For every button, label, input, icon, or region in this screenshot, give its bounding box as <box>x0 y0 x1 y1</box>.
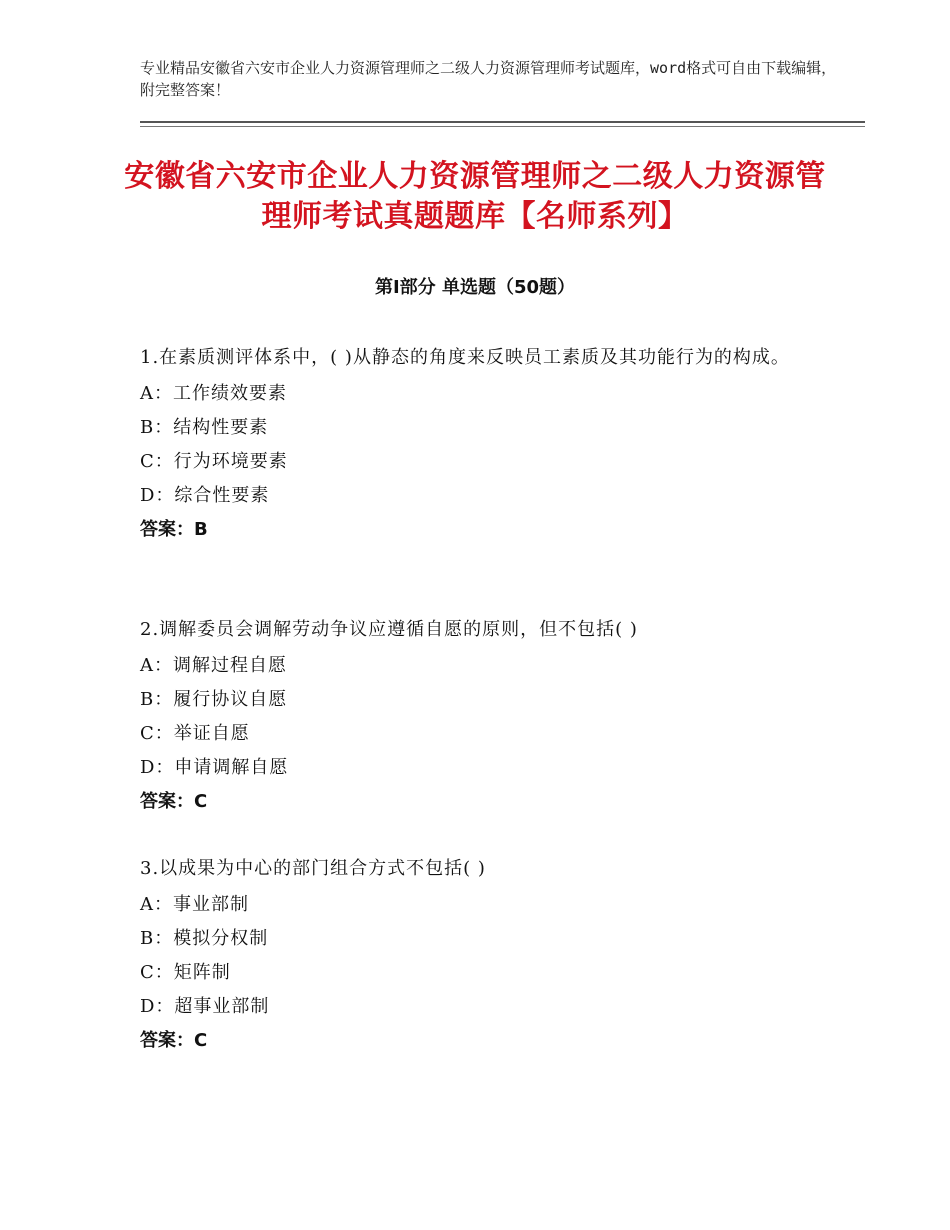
option-b: B：模拟分权制 <box>140 928 269 949</box>
option-b: B：履行协议自愿 <box>140 689 288 710</box>
question-1 <box>140 343 820 547</box>
document-title: 安徽省六安市企业人力资源管理师之二级人力资源管理师考试真题题库【名师系列】 <box>124 159 826 234</box>
option-d: D：超事业部制 <box>140 996 270 1017</box>
option-a: A：事业部制 <box>140 894 249 915</box>
answer: 答案：C <box>140 791 208 812</box>
option-b: B：结构性要素 <box>140 417 269 438</box>
question-2 <box>140 615 820 819</box>
header-rule-thin <box>140 126 865 127</box>
question-3 <box>140 854 820 1058</box>
option-c: C：行为环境要素 <box>140 451 288 472</box>
option-a: A：调解过程自愿 <box>140 655 287 676</box>
question-text: 1.在素质测评体系中，( )从静态的角度来反映员工素质及其功能行为的构成。 <box>140 347 790 368</box>
section-title: 第Ⅰ部分 单选题（50题） <box>374 277 575 298</box>
option-a: A：工作绩效要素 <box>140 383 287 404</box>
option-c: C：举证自愿 <box>140 723 250 744</box>
header-note: 专业精品安徽省六安市企业人力资源管理师之二级人力资源管理师考试题库，word格式可自由下载编辑，附完整答案！ <box>140 59 837 99</box>
option-d: D：申请调解自愿 <box>140 757 289 778</box>
answer: 答案：C <box>140 1030 208 1051</box>
header-rule-thick <box>140 121 865 123</box>
option-d: D：综合性要素 <box>140 485 270 506</box>
question-text: 2.调解委员会调解劳动争议应遵循自愿的原则，但不包括( ) <box>140 619 638 640</box>
question-text: 3.以成果为中心的部门组合方式不包括( ) <box>140 858 486 879</box>
option-c: C：矩阵制 <box>140 962 231 983</box>
answer: 答案：B <box>140 519 208 540</box>
